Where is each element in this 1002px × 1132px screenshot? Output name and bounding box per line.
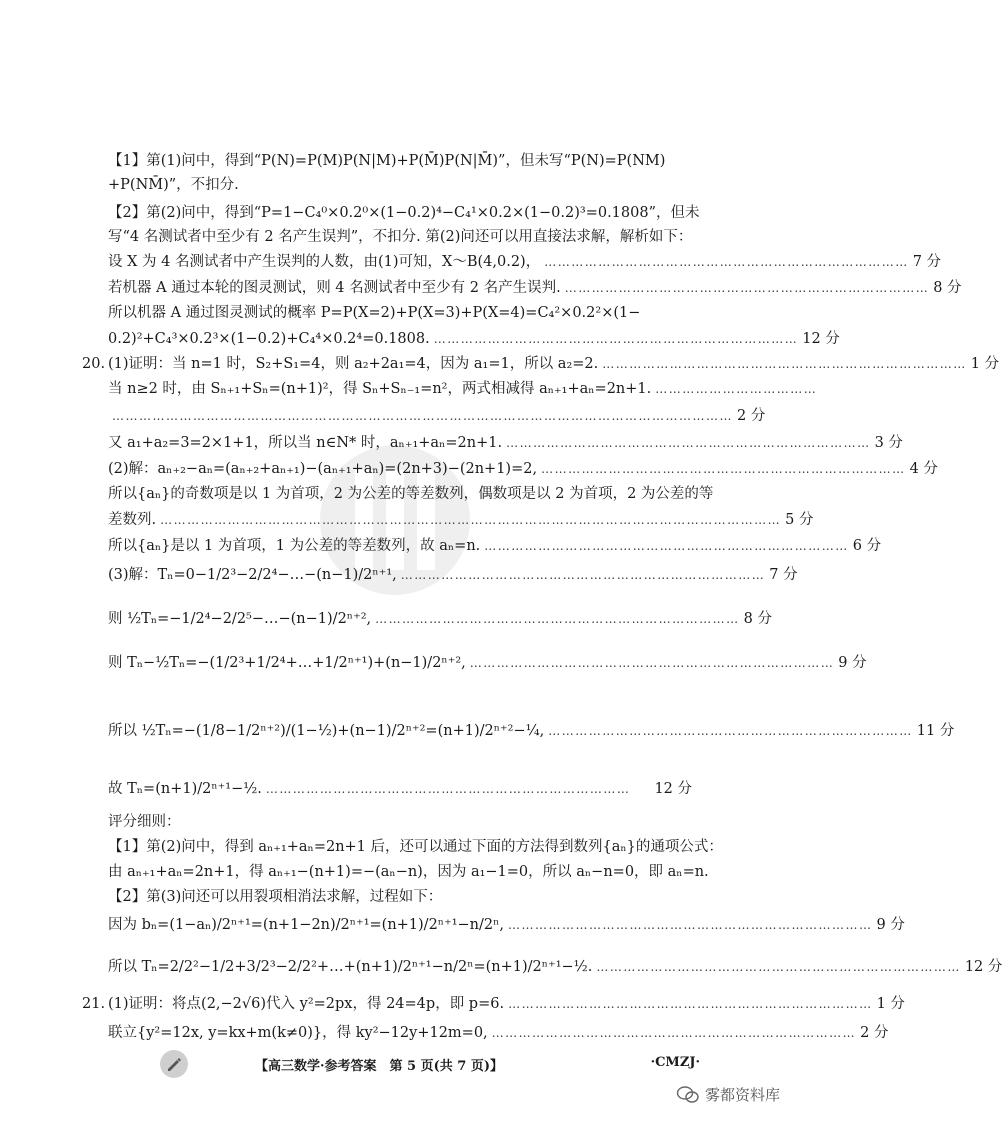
- text-line-scored: 故 Tₙ=(n+1)/2ⁿ⁺¹−½. ……………………………………………………………………… 12 分: [108, 767, 692, 811]
- score-label: 4 分: [909, 461, 938, 477]
- text-line-scored: 差数列. ………………………………………………………………………………………………………………………… 5 分: [108, 509, 692, 531]
- score-label: 9 分: [838, 655, 867, 671]
- text-line-scored: 所以 Tₙ=2/2²−1/2+3/2³−2/2²+…+(n+1)/2ⁿ⁺¹−n/2ⁿ=(n+1)/2ⁿ⁺¹−½. ……………………………………………………………………… 12 分: [108, 945, 692, 989]
- text-line: +P(NM̄)”，不扣分.: [108, 177, 239, 193]
- text-line-scored: 因为 bₙ=(1−aₙ)/2ⁿ⁺¹=(n+1−2n)/2ⁿ⁺¹=(n+1)/2ⁿ⁺¹−n/2ⁿ, ……………………………………………………………………… 9 分: [108, 903, 692, 947]
- score-label: 8 分: [933, 280, 962, 296]
- text-line-scored: 则 Tₙ−½Tₙ=−(1/2³+1/2⁴+…+1/2ⁿ⁺¹)+(n−1)/2ⁿ⁺², ……………………………………………………………………… 9 分: [108, 641, 692, 685]
- footer-page-info: 【高三数学·参考答案 第 5 页(共 7 页)】: [255, 1059, 504, 1074]
- score-label: 12 分: [802, 331, 840, 347]
- score-label: 8 分: [743, 611, 772, 627]
- footer-code: ·CMZJ·: [650, 1055, 700, 1070]
- score-label: 1 分: [970, 356, 1000, 372]
- score-label: 1 分: [876, 996, 905, 1012]
- text-line: 【1】第(2)问中，得到 aₙ₊₁+aₙ=2n+1 后，还可以通过下面的方法得到数列{aₙ}的通项公式：: [108, 839, 723, 855]
- score-label: 6 分: [852, 538, 882, 554]
- text-line-scored: 则 ½Tₙ=−1/2⁴−2/2⁵−…−(n−1)/2ⁿ⁺², ……………………………………………………………………… 8 分: [108, 597, 692, 641]
- text-line-scored: 0.2)²+C₄³×0.2³×(1−0.2)+C₄⁴×0.2⁴=0.1808. ……………………………………………………………………… 12 分: [108, 328, 692, 350]
- pen-icon: [160, 1050, 188, 1078]
- text-line: 所以{aₙ}的奇数项是以 1 为首项，2 为公差的等差数列，偶数项是以 2 为首项，2 为公差的等: [108, 486, 714, 502]
- text-line-scored: 所以{aₙ}是以 1 为首项，1 为公差的等差数列，故 aₙ=n. ……………………………………………………………………… 6 分: [108, 535, 692, 557]
- wechat-attribution: [677, 1084, 780, 1105]
- text-line: 所以机器 A 通过图灵测试的概率 P=P(X=2)+P(X=3)+P(X=4)=C₄²×0.2²×(1−: [108, 305, 641, 321]
- text-line: 由 aₙ₊₁+aₙ=2n+1，得 aₙ₊₁−(n+1)=−(aₙ−n)，因为 a₁−1=0，所以 aₙ−n=0，即 aₙ=n.: [108, 864, 709, 880]
- wechat-account-name: 雾都资料库: [704, 1086, 780, 1104]
- score-label: 12 分: [654, 781, 692, 797]
- text-line: 【2】第(2)问中，得到“P=1−C₄⁰×0.2⁰×(1−0.2)⁴−C₄¹×0.2×(1−0.2)³=0.1808”，但未: [108, 205, 700, 221]
- text-line: 写“4 名测试者中至少有 2 名产生误判”，不扣分. 第(2)问还可以用直接法求解，解析如下：: [108, 229, 693, 245]
- text-line-scored: 设 X 为 4 名测试者中产生误判的人数，由(1)可知，X～B(4,0.2)， ……………………………………………………………………… 7 分: [108, 251, 692, 273]
- score-label: 5 分: [785, 512, 814, 528]
- page-footer: [160, 1050, 700, 1078]
- score-label: 2 分: [737, 408, 766, 424]
- text-line-scored: (3)解：Tₙ=0−1/2³−2/2⁴−…−(n−1)/2ⁿ⁺¹, ……………………………………………………………………… 7 分: [108, 553, 692, 597]
- text-line: 【1】第(1)问中，得到“P(N)=P(M)P(N|M)+P(M̄)P(N|M̄)”，但未写“P(N)=P(NM): [108, 153, 666, 169]
- text-line: 【2】第(3)问还可以用裂项相消法求解，过程如下：: [108, 889, 443, 905]
- score-label: 3 分: [874, 435, 903, 451]
- score-label: 9 分: [876, 917, 905, 933]
- score-label: 7 分: [912, 254, 942, 270]
- question-number-20: 20.: [82, 356, 106, 372]
- text-line-scored: 若机器 A 通过本轮的图灵测试，则 4 名测试者中至少有 2 名产生误判. ……………………………………………………………………… 8 分: [108, 277, 692, 299]
- score-label: 11 分: [916, 723, 955, 739]
- text-line-scored: ………………………………………………………………………………………………………………………… 2 分: [108, 405, 692, 427]
- text-line-scored: 又 a₁+a₂=3=2×1+1，所以当 n∈N* 时，aₙ₊₁+aₙ=2n+1. ……………………………………………………………………… 3 分: [108, 432, 692, 454]
- text-line-scored: 所以 ½Tₙ=−(1/8−1/2ⁿ⁺²)/(1−½)+(n−1)/2ⁿ⁺²=(n+1)/2ⁿ⁺²−¼, ……………………………………………………………………… 11 分: [108, 709, 692, 753]
- text-line-scored: 联立{y²=12x, y=kx+m(k≠0)}，得 ky²−12y+12m=0, ……………………………………………………………………… 2 分: [108, 1022, 692, 1044]
- wechat-icon: [677, 1086, 699, 1104]
- score-label: 2 分: [860, 1025, 889, 1041]
- text-line-scored: (1)证明：将点(2,−2√6)代入 y²=2px，得 24=4p，即 p=6. ……………………………………………………………………… 1 分: [108, 993, 692, 1015]
- score-label: 12 分: [964, 959, 1002, 975]
- question-number-21: 21.: [82, 996, 106, 1012]
- score-label: 7 分: [769, 567, 798, 583]
- section-heading: 评分细则：: [108, 814, 181, 830]
- text-line: 当 n≥2 时，由 Sₙ₊₁+Sₙ=(n+1)²，得 Sₙ+Sₙ₋₁=n²，两式相减得 aₙ₊₁+aₙ=2n+1. ………………………………: [108, 381, 818, 397]
- text-line-scored: (1)证明：当 n=1 时，S₂+S₁=4，则 a₂+2a₁=4，因为 a₁=1，所以 a₂=2. ……………………………………………………………………… 1 分: [108, 353, 692, 375]
- text-line-scored: (2)解：aₙ₊₂−aₙ=(aₙ₊₂+aₙ₊₁)−(aₙ₊₁+aₙ)=(2n+3)−(2n+1)=2, ……………………………………………………………………… 4 分: [108, 458, 692, 480]
